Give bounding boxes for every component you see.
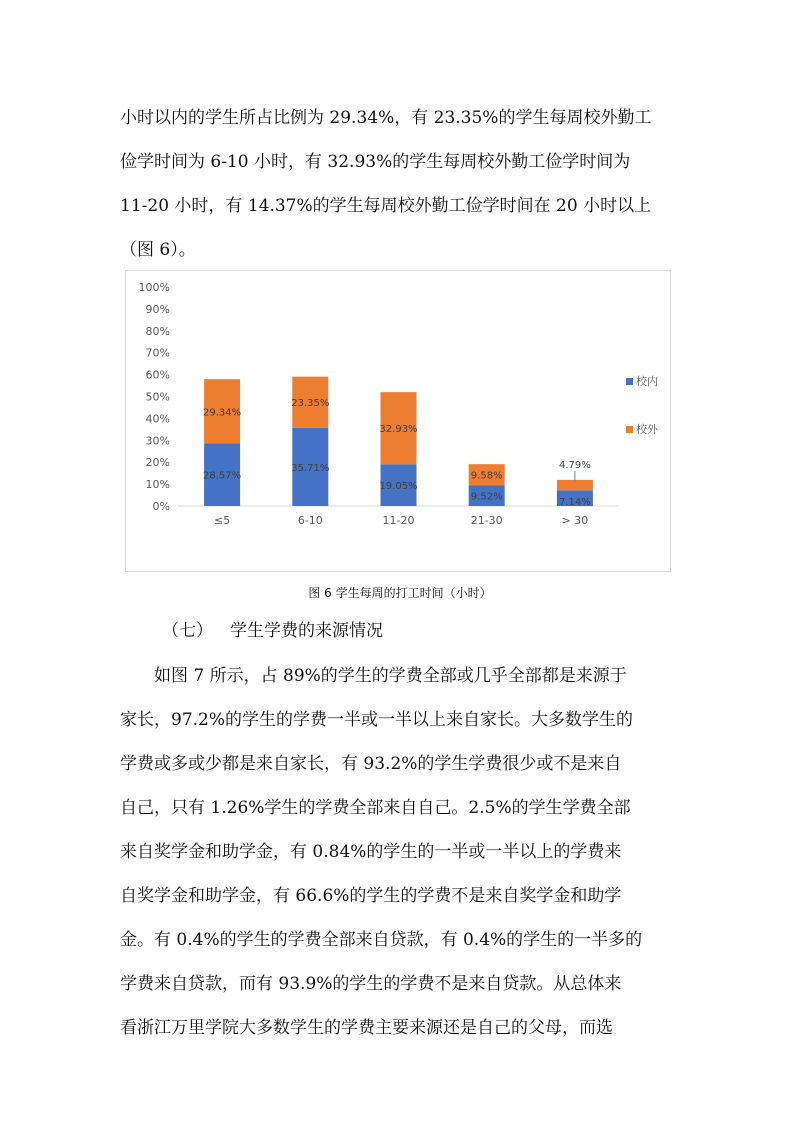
text-line: 金。有 0.4%的学生的学费全部来自贷款，有 0.4%的学生的一半多的 <box>120 930 643 950</box>
y-tick-label: 30% <box>145 434 170 448</box>
text-line: 自己，只有 1.26%学生的学费全部来自自己。2.5%的学生学费全部 <box>120 798 631 818</box>
x-tick-label: 21-30 <box>470 514 503 527</box>
text-line: 家长，97.2%的学生的学费一半或一半以上来自家长。大多数学生的 <box>120 710 634 730</box>
data-label: 19.05% <box>379 481 418 493</box>
chart-frame <box>125 270 671 572</box>
section-heading <box>162 616 383 646</box>
data-label: 32.93% <box>379 424 418 436</box>
text-line: 来自奖学金和助学金，有 0.84%的学生的一半或一半以上的学费来 <box>120 842 622 862</box>
figure-caption: 图 6 学生每周的打工时间（小时） <box>308 586 492 600</box>
section-number: （七） <box>162 621 213 641</box>
text-line: 俭学时间为 6-10 小时，有 32.93%的学生每周校外勤工俭学时间为 <box>120 152 631 172</box>
data-label: 7.14% <box>559 497 591 508</box>
text-line: （图 6）。 <box>120 240 196 260</box>
y-tick-label: 60% <box>145 368 170 382</box>
y-tick-label: 80% <box>145 324 170 338</box>
section-title: 学生学费的来源情况 <box>230 621 383 641</box>
x-tick-label: > 30 <box>561 514 589 527</box>
text-line: 11-20 小时，有 14.37%的学生每周校外勤工俭学时间在 20 小时以上 <box>120 196 652 216</box>
y-tick-label: 0% <box>152 500 170 513</box>
y-tick-label: 100% <box>138 281 170 294</box>
x-tick-label: ≤5 <box>213 514 231 527</box>
y-tick-label: 90% <box>145 302 170 316</box>
data-label: 35.71% <box>291 462 330 474</box>
data-label: 4.79% <box>559 459 591 471</box>
x-tick-label: 11-20 <box>382 514 415 527</box>
y-tick-label: 70% <box>145 346 170 360</box>
data-label: 9.52% <box>470 491 503 503</box>
text-line: 学费或多或少都是来自家长，有 93.2%的学生学费很少或不是来自 <box>120 754 622 774</box>
stacked-bar-chart <box>126 271 670 571</box>
legend-label: 校外 <box>636 423 658 436</box>
legend-label: 校内 <box>636 375 658 388</box>
y-tick-label: 40% <box>145 412 170 426</box>
text-line: 学费来自贷款，而有 93.9%的学生的学费不是来自贷款。从总体来 <box>120 974 622 994</box>
data-label: 28.57% <box>203 470 242 482</box>
paragraph-2 <box>120 654 688 1050</box>
data-label: 23.35% <box>291 398 330 410</box>
y-tick-label: 20% <box>145 456 170 470</box>
data-label: 9.58% <box>470 470 503 482</box>
text-line: 小时以内的学生所占比例为 29.34%，有 23.35%的学生每周校外勤工 <box>120 108 652 128</box>
text-line: 看浙江万里学院大多数学生的学费主要来源还是自己的父母，而选 <box>120 1018 613 1038</box>
legend-swatch <box>626 378 633 385</box>
text-line: 自奖学金和助学金，有 66.6%的学生的学费不是来自奖学金和助学 <box>120 886 622 906</box>
data-label: 29.34% <box>203 407 242 419</box>
text-line: 如图 7 所示，占 89%的学生的学费全部或几乎全部都是来源于 <box>154 666 627 686</box>
y-tick-label: 50% <box>145 390 170 404</box>
y-tick-label: 10% <box>145 478 170 492</box>
legend-swatch <box>626 426 633 433</box>
paragraph-1 <box>120 96 688 272</box>
x-tick-label: 6-10 <box>297 514 323 527</box>
